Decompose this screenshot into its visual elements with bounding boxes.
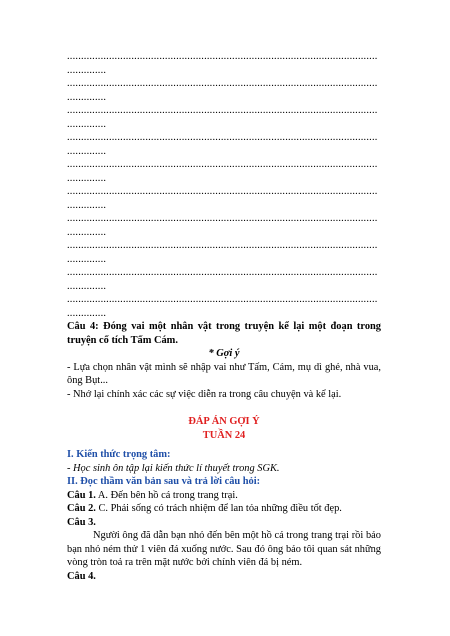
dotted-line-long: ............................................................................................................... xyxy=(67,294,378,305)
dotted-line-short: .............. xyxy=(67,307,107,319)
hint-title: * Gợi ý xyxy=(208,348,240,359)
dotted-line-long: ............................................................................................................... xyxy=(67,240,378,251)
dotted-line-long: ............................................................................................................... xyxy=(67,213,378,224)
question-4-title: Câu 4: Đóng vai một nhân vật trong truyện kể lại một đoạn trong truyện cổ tích Tấm Cám. xyxy=(67,321,381,346)
hint-1: - Lựa chọn nhân vật mình sẽ nhập vai như Tấm, Cám, mụ dì ghẻ, nhà vua, ông Bụt... xyxy=(67,361,381,386)
answer-2-text: C. Phải sống có trách nhiệm để lan tỏa những điều tốt đẹp. xyxy=(95,503,342,514)
answers-heading: ĐÁP ÁN GỢI Ý xyxy=(188,416,260,427)
dotted-line-short: .............. xyxy=(67,64,107,76)
answer-1-label: Câu 1. xyxy=(67,489,96,501)
dotted-line-long: ............................................................................................................... xyxy=(67,267,378,278)
dotted-line-long: ............................................................................................................... xyxy=(67,78,378,89)
spacer xyxy=(67,401,381,415)
dotted-line-short: .............. xyxy=(67,280,107,292)
dotted-line-short: .............. xyxy=(67,226,107,238)
dotted-line-short: .............. xyxy=(67,145,107,157)
answer-4-label: Câu 4. xyxy=(67,570,96,582)
section-1-text: - Học sinh ôn tập lại kiến thức lí thuyết trong SGK. xyxy=(67,462,280,474)
answer-2-label: Câu 2. xyxy=(67,503,96,514)
hint-2: - Nhớ lại chính xác các sự việc diễn ra trong câu chuyện và kể lại. xyxy=(67,388,342,400)
dotted-line-long: ............................................................................................................... xyxy=(67,51,378,62)
dotted-line-short: .............. xyxy=(67,199,107,211)
answer-3-label: Câu 3. xyxy=(67,516,96,528)
dotted-line-long: ............................................................................................................... xyxy=(67,132,378,143)
answer-2 xyxy=(67,502,381,516)
answer-1 xyxy=(67,489,381,503)
dotted-line-short: .............. xyxy=(67,118,107,130)
section-1-title: I. Kiến thức trọng tâm: xyxy=(67,449,171,460)
week-label: TUẦN 24 xyxy=(202,429,246,441)
dotted-line-long: ............................................................................................................... xyxy=(67,105,378,116)
document-content xyxy=(67,50,381,583)
section-2-title: II. Đọc thầm văn bản sau và trả lời câu hỏi: xyxy=(67,476,261,487)
dotted-line-long: ............................................................................................................... xyxy=(67,186,378,197)
dotted-line-short: .............. xyxy=(67,253,107,265)
answer-1-text: A. Đến bên hồ cá trong trang trại. xyxy=(95,489,238,501)
answer-3-text: Người ông đã dẫn bạn nhỏ đến bên một hồ cá trong trang trại rồi bảo bạn nhỏ ném thử 1 viên đá xuống nước. Sau đó ông bảo tôi quan sát những vòng tròn toả ra trên mặt nước bởi chính viên đá bị ném. xyxy=(67,530,381,568)
answer-lines xyxy=(67,50,381,320)
dotted-line-short: .............. xyxy=(67,91,107,103)
dotted-line-short: .............. xyxy=(67,172,107,184)
dotted-line-long: ............................................................................................................... xyxy=(67,159,378,170)
